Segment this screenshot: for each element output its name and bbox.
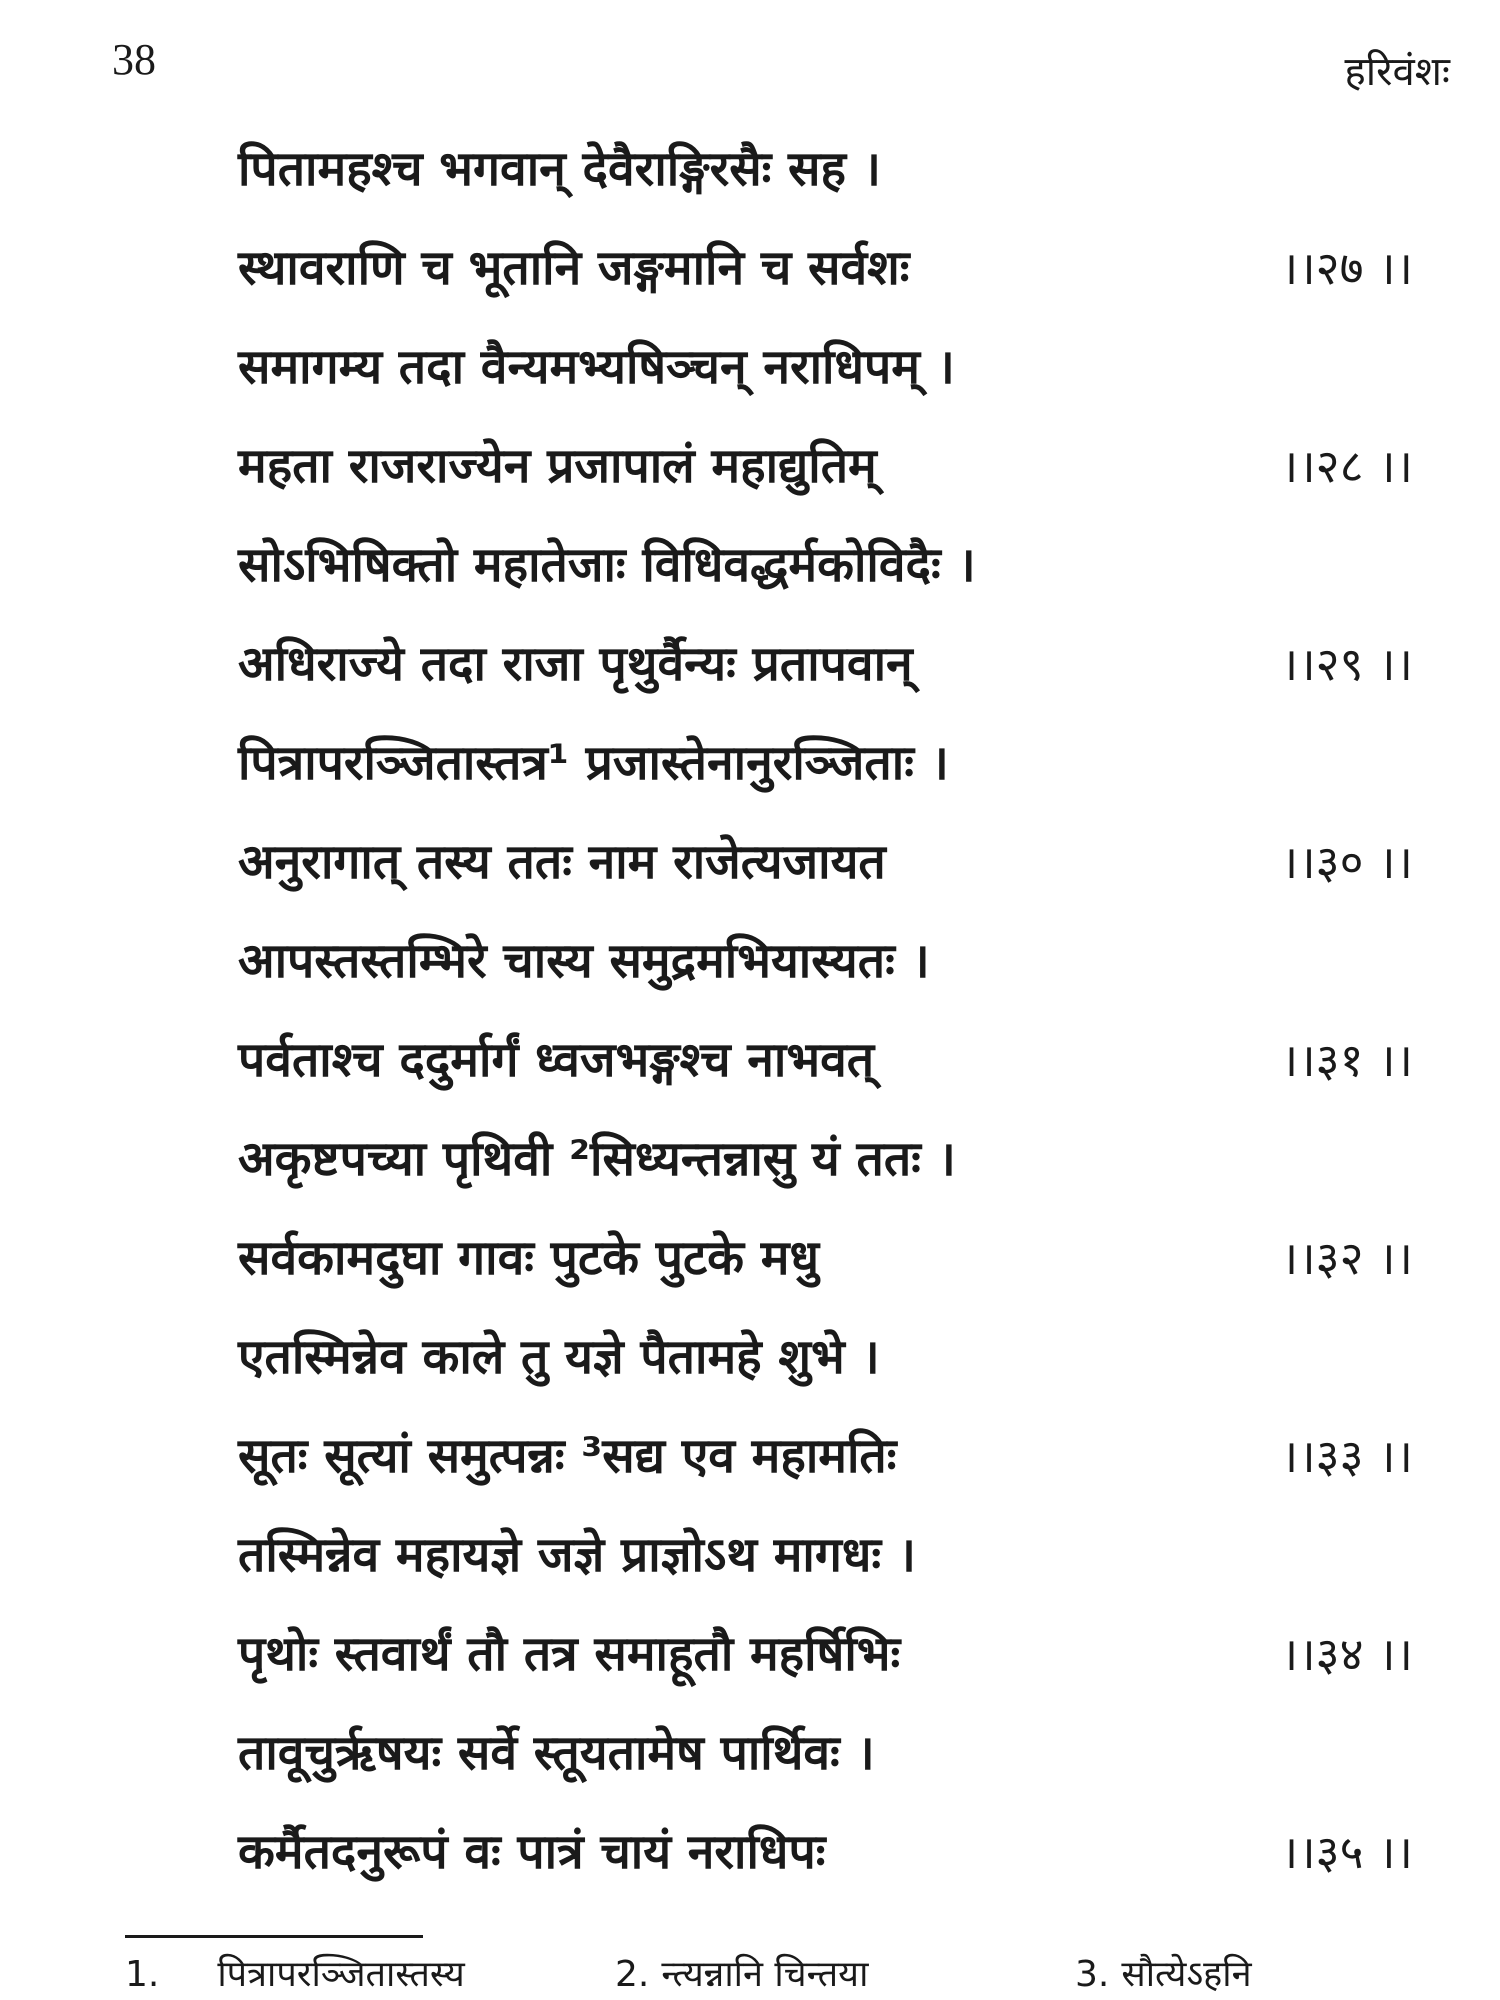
verse-text: पृथोः स्तवार्थं तौ तत्र समाहूतौ महर्षिभिः [238,1626,901,1682]
verse-text: अनुरागात् तस्य ततः नाम राजेत्यजायत [238,834,886,890]
footnote-text: सौत्येऽहनि [1121,1954,1252,1995]
verse-line [238,1209,1413,1308]
verse-line [238,714,1413,813]
verse-line [238,120,1413,219]
verse-text: पित्रापरञ्जितास्तत्र¹ प्रजास्तेनानुरञ्जिताः । [238,735,949,791]
running-head: हरिवंशः [1344,49,1450,95]
verse-line [238,1308,1413,1407]
verse-text: एतस्मिन्नेव काले तु यज्ञे पैतामहे शुभे । [238,1329,880,1385]
verse-number: ।।३३ ।। [1280,1429,1413,1483]
verse-text: पर्वताश्च ददुर्मार्गं ध्वजभङ्गश्च नाभवत् [238,1032,875,1088]
footnote-text: न्त्यन्नानि चिन्तया [661,1954,869,1995]
verse-number: ।।३५ ।। [1280,1825,1413,1879]
verse-number: ।।२९ ।। [1280,637,1413,691]
verse-text: स्थावराणि च भूतानि जङ्गमानि च सर्वशः [238,240,910,296]
verse-block [238,120,1413,1902]
verse-text: आपस्तस्तम्भिरे चास्य समुद्रमभियास्यतः । [238,933,930,989]
footnote-number: 1. [125,1954,160,1995]
verse-line [238,1704,1413,1803]
verse-line [238,1605,1413,1704]
verse-text: सर्वकामदुघा गावः पुटके पुटके मधु [238,1230,819,1286]
verse-number: ।।२८ ।। [1280,439,1413,493]
verse-line [238,1110,1413,1209]
verse-number: ।।२७ ।। [1280,241,1413,295]
verse-line [238,1506,1413,1605]
page-number: 38 [112,35,156,84]
verse-text: कर्मैतदनुरूपं वः पात्रं चायं नराधिपः [238,1824,826,1880]
verse-line [238,417,1413,516]
footnote-divider [125,1935,423,1938]
verse-text: महता राजराज्येन प्रजापालं महाद्युतिम् [238,438,877,494]
verse-text: तावूचुरृषयः सर्वे स्तूयतामेष पार्थिवः । [238,1725,875,1781]
verse-line [238,912,1413,1011]
verse-text: पितामहश्च भगवान् देवैराङ्गिरसैः सह । [238,141,881,197]
verse-number: ।।३० ।। [1280,835,1413,889]
verse-text: समागम्य तदा वैन्यमभ्यषिञ्चन् नराधिपम् । [238,339,955,395]
verse-line [238,813,1413,912]
verse-line [238,516,1413,615]
footnote-item [615,1952,868,1998]
verse-line [238,1011,1413,1110]
footnotes [125,1952,1375,1998]
verse-number: ।।३१ ।। [1280,1033,1413,1087]
verse-number: ।।३४ ।। [1280,1627,1413,1681]
verse-line [238,1407,1413,1506]
verse-text: सोऽभिषिक्तो महातेजाः विधिवद्धर्मकोविदैः । [238,537,976,593]
verse-line [238,1803,1413,1902]
verse-text: सूतः सूत्यां समुत्पन्नः ³सद्य एव महामतिः [238,1428,897,1484]
footnote-number: 2. [615,1954,650,1995]
verse-text: अधिराज्ये तदा राजा पृथुर्वैन्यः प्रतापवान् [238,636,913,692]
verse-text: तस्मिन्नेव महायज्ञे जज्ञे प्राज्ञोऽथ मागधः । [238,1527,916,1583]
verse-line [238,318,1413,417]
footnote-text: पित्रापरञ्जितास्तस्य [217,1954,465,1995]
verse-line [238,219,1413,318]
footnote-item [125,1952,465,1998]
verse-line [238,615,1413,714]
verse-number: ।।३२ ।। [1280,1231,1413,1285]
footnote-number: 3. [1075,1954,1110,1995]
verse-text: अकृष्टपच्या पृथिवी ²सिध्यन्तन्नासु यं ततः । [238,1131,956,1187]
footnote-item [1075,1952,1252,1998]
